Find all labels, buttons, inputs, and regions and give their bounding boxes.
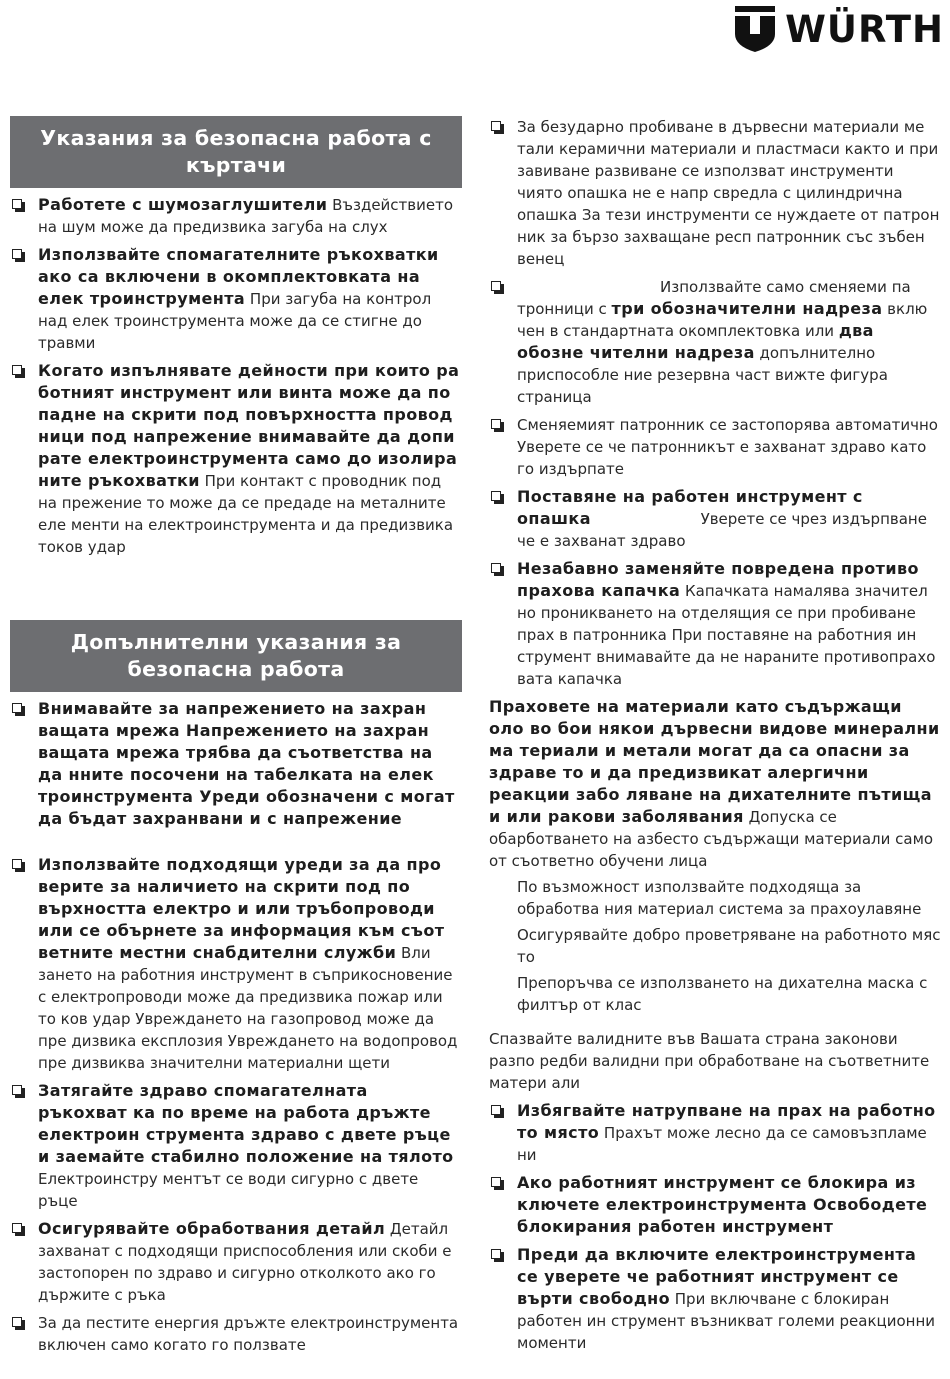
checkbox-icon — [12, 249, 22, 259]
brand-name: WÜRTH — [785, 7, 944, 51]
section-title-additional-safety: Допълнителни указания за безопасна работа — [10, 620, 462, 692]
right-column — [489, 116, 941, 1354]
checkbox-icon — [12, 1317, 22, 1327]
checkbox-icon — [491, 419, 501, 429]
dust-measure-item: По възможност използвайте подходяща за обработва ния материал система за прахоулавяне — [517, 878, 922, 918]
list-item: Осигурявайте обработвания детайл Детайл захванат с подходящи приспособления или скоби е застопорен по здраво и сигурно отколкото ако го държите с ръка — [10, 1218, 462, 1306]
list-item: Работете с шумозаглушители Въздействието на шум може да предизвика загуба на слух — [10, 194, 462, 238]
wurth-logo — [733, 6, 944, 52]
list-item: Използвайте само сменяеми па тронници с три обозначителни надреза вклю чен в стандартната окомплектовка или два обозне чителни надреза допълнително приспособле ние резервна част вижте фигура страница — [489, 276, 941, 408]
checkbox-icon — [12, 199, 22, 209]
checkbox-icon — [491, 121, 501, 131]
regulations-paragraph: Спазвайте валидните във Вашата страна законови разпо редби валидни при обработване на съответните матери али — [489, 1030, 930, 1092]
checkbox-icon — [12, 1223, 22, 1233]
list-item: Когато изпълнявате дейности при които ра ботният инструмент или винта може да по падне на скрити под повърхността провод ници под напрежение внимавайте да допи рате електроинструмента само до изолира ните ръкохватки При контакт с проводник под на прежение то може да се предаде на металните еле менти на електроинструмента и да предизвика токов удар — [10, 360, 462, 558]
checkbox-icon — [491, 1177, 501, 1187]
checkbox-icon — [491, 1105, 501, 1115]
list-item: За безударно пробиване в дървесни материали ме тали керамични материали и пластмаси както и при завиване развиване се използват инструменти чиято опашка не е напр свредла с цилиндрична опашка За тези инструменти се нуждаете от патрон ник за бързо захващане респ патронник със зъбен венец — [489, 116, 941, 270]
list-item: Използвайте подходящи уреди за да про верите за наличието на скрити под по върхността електро и или тръбопроводи или се обърнете за информация към съот ветните местни снабдителни служби Вли зането на работния инструмент в съприкосновение с електропроводи може да предизвика пожар или то ков удар Увреждането на газопровод може да пре дизвика експлозия Увреждането на водопровод пре дизвиква значителни материални щети — [10, 854, 462, 1074]
list-item: Поставяне на работен инструмент с опашка Уверете се чрез издърпване че е захванат здраво — [489, 486, 941, 552]
list-item: Избягвайте натрупване на прах на работно то място Прахът може лесно да се самовъзпламе ни — [489, 1100, 941, 1166]
dust-warning-paragraph: Праховете на материали като съдържащи оло во бои някои дървесни видове минерални ма териали и метали могат да са опасни за здраве то и да предизвикат алергични реакции забо ляване на дихателните пътища и или ракови заболявания Допуска се обарботването на азбесто съдържащи материали само от съответно обучени лица — [489, 697, 940, 870]
list-item: Сменяемият патронник се застопорява автоматично Уверете се че патронникът е захванат здраво като го издърпате — [489, 414, 941, 480]
checkbox-icon — [12, 703, 22, 713]
checkbox-icon — [491, 563, 501, 573]
checkbox-icon — [12, 365, 22, 375]
list-item: Затягайте здраво спомагателната ръкохват ка по време на работа дръжте електроин струмента здраво с двете ръце и заемайте стабилно положение на тялото Електроинстру ментът се води сигурно с двете ръце — [10, 1080, 462, 1212]
wurth-logo-mark-icon — [733, 6, 777, 52]
list-item: Незабавно заменяйте повредена противо прахова капачка Капачката намалява значител но проникването на отделящия се при пробиване прах в патронника При поставяне на работния ин струмент внимавайте да не нараните противопрахо вата капачка — [489, 558, 941, 690]
list-item: Ако работният инструмент се блокира из ключете електроинструмента Освободете блокирания работен инструмент — [489, 1172, 941, 1238]
checkbox-icon — [491, 281, 501, 291]
list-item: Внимавайте за напрежението на захран ващата мрежа Напрежението на захран ващата мрежа трябва да съответства на да нните посочени на табелката на елек троинструмента Уреди обозначени с могат да бъдат захранвани и с напрежение — [10, 698, 462, 830]
checkbox-icon — [491, 1249, 501, 1259]
dust-measure-item: Препоръчва се използването на дихателна маска с филтър от клас — [517, 974, 928, 1014]
checkbox-icon — [12, 1085, 22, 1095]
list-item: Преди да включите електроинструмента се уверете че работният инструмент се върти свободно При включване с блокиран работен ин струмент възникват големи реакционни моменти — [489, 1244, 941, 1354]
left-column — [10, 116, 462, 1356]
list-item: За да пестите енергия дръжте електроинструмента включен само когато го ползвате — [10, 1312, 462, 1356]
checkbox-icon — [12, 859, 22, 869]
dust-measure-item: Осигурявайте добро проветряване на работното мяс то — [517, 926, 941, 966]
list-item: Използвайте спомагателните ръкохватки ако са включени в окомплектовката на елек троинструмента При загуба на контрол над елек троинструмента може да се стигне до травми — [10, 244, 462, 354]
checkbox-icon — [491, 491, 501, 501]
section-title-chisel-safety: Указания за безопасна работа с къртачи — [10, 116, 462, 188]
